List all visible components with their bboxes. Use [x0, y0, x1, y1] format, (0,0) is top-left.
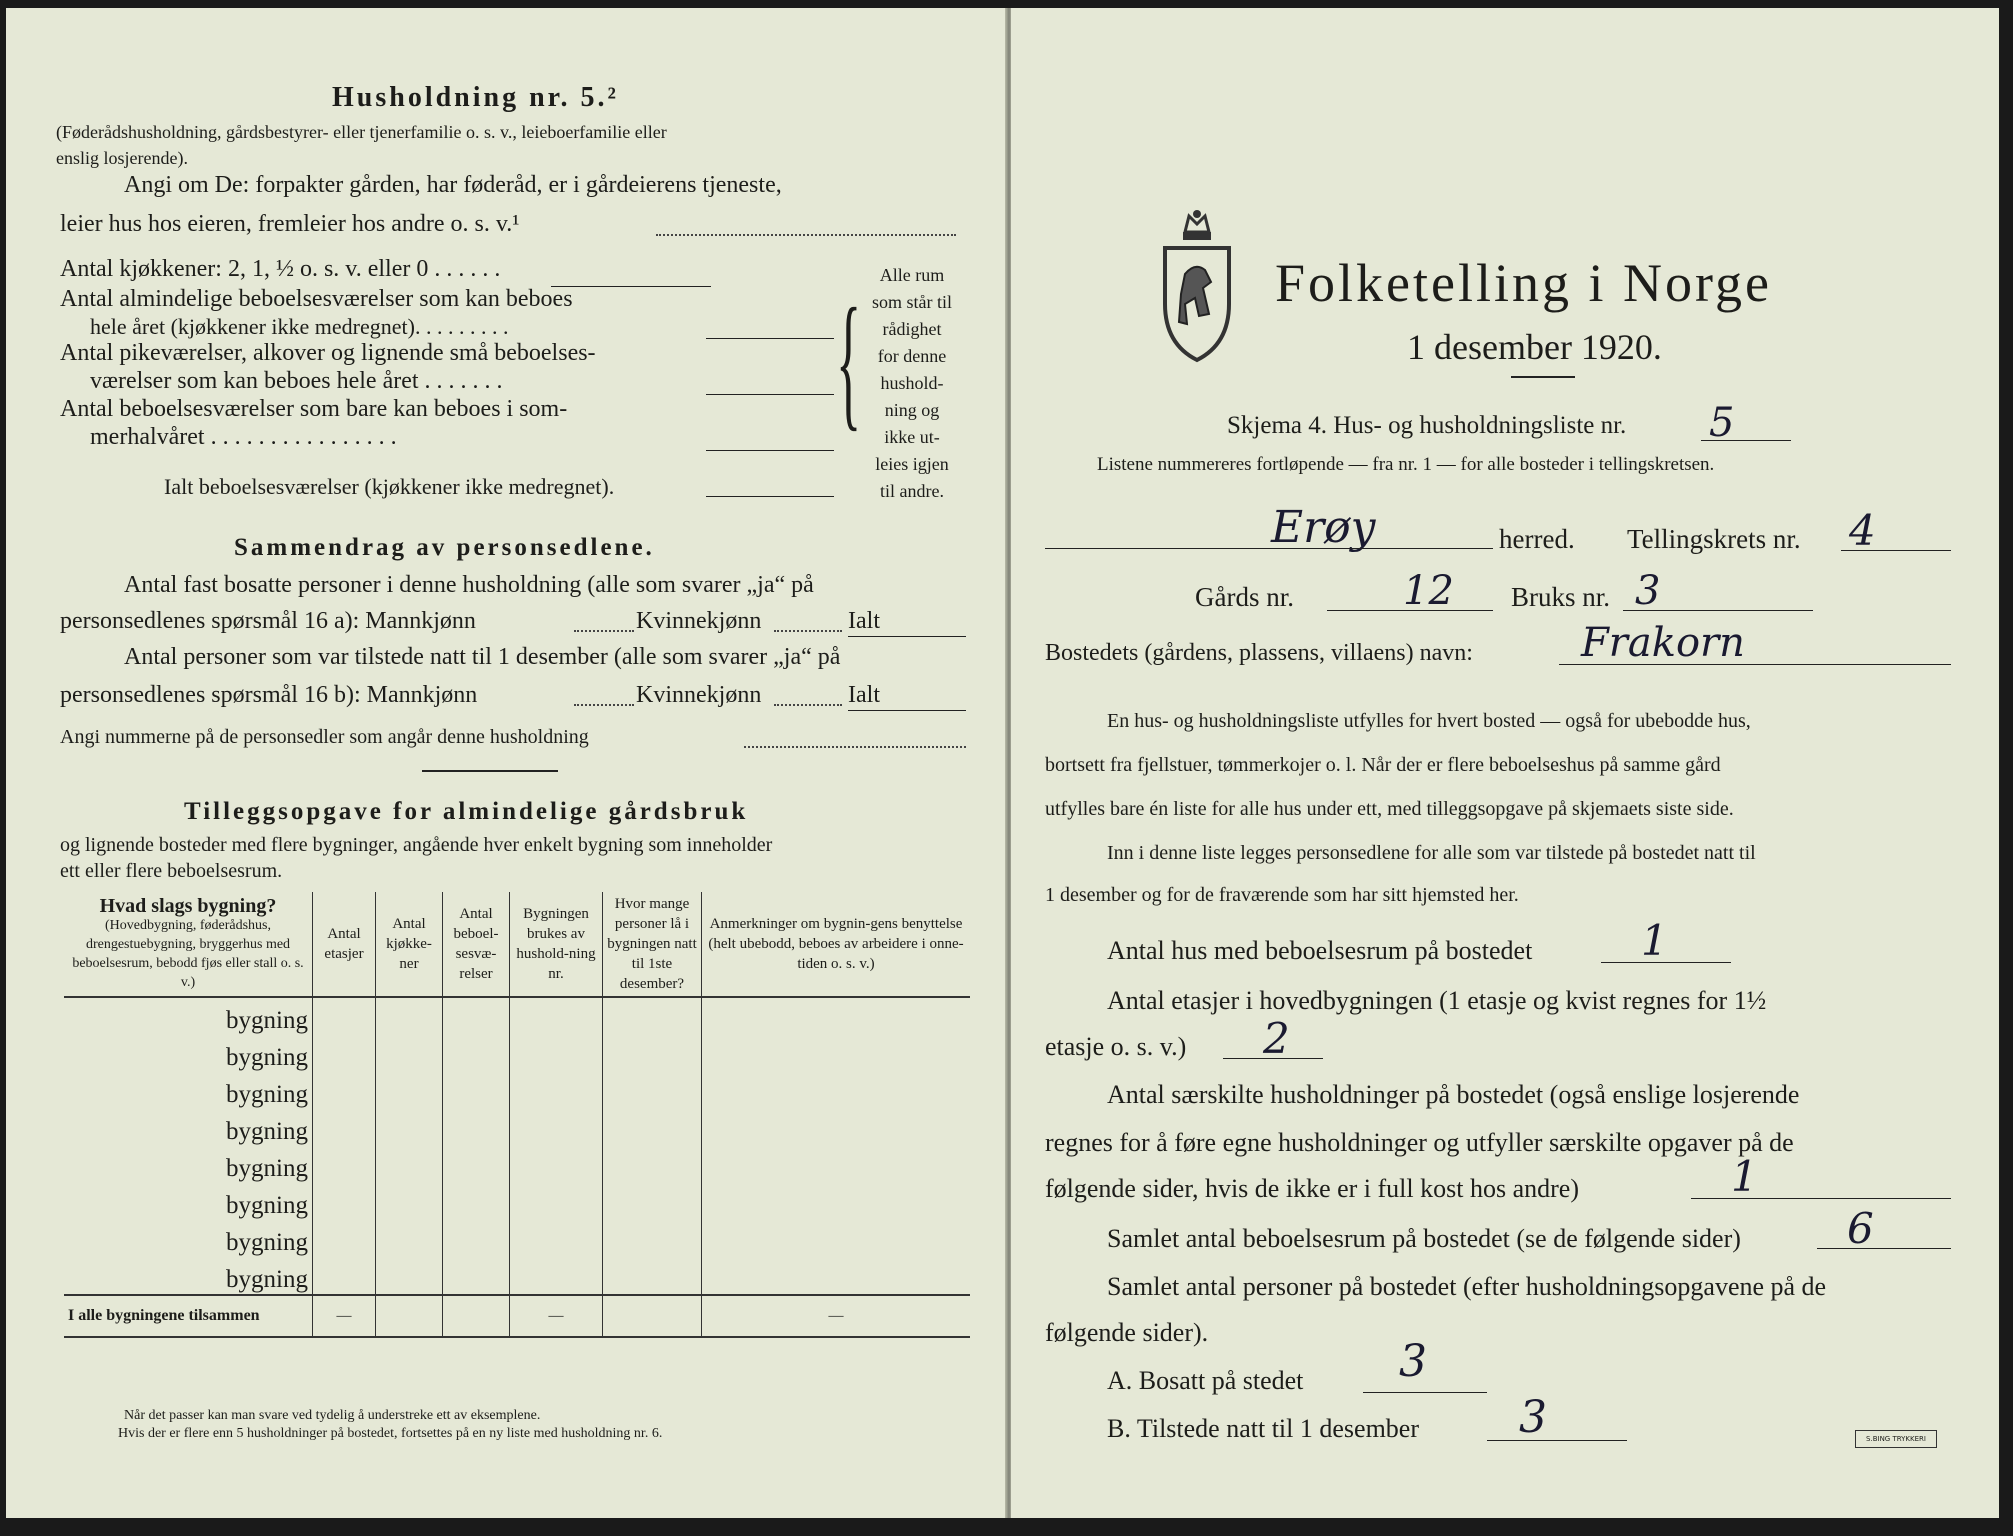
info-text: utfylles bare én liste for alle hus under ett, med tilleggsopgave på skjemaets siste side. — [1045, 798, 1734, 820]
col-header-household: Bygningen brukes av hushold-ning nr. — [510, 892, 603, 997]
skjema-label: Skjema 4. Hus- og husholdningsliste nr. — [1227, 412, 1627, 439]
skjema-line — [1701, 440, 1791, 441]
husholdninger-text: Antal særskilte husholdninger på bostedet (også enslige losjerende — [1107, 1080, 1800, 1109]
etasjer-text: etasje o. s. v.) — [1045, 1032, 1187, 1061]
info-text: En hus- og husholdningsliste utfylles for hvert bosted — også for ubebodde hus, — [1107, 710, 1751, 732]
antal-hus-line — [1601, 962, 1731, 963]
tellingskrets-value: 4 — [1849, 506, 1876, 555]
bruks-label: Bruks nr. — [1511, 582, 1611, 612]
table-row: bygning — [64, 1146, 970, 1183]
rooms-line: merhalvåret . . . . . . . . . . . . . . . . — [90, 424, 397, 450]
footnote: Når det passer kan man svare ved tydelig å understreke ett av eksemplene. — [124, 1408, 541, 1423]
summary-line: personsedlenes spørsmål 16 b): Mannkjønn — [60, 682, 478, 708]
table-row: bygning — [64, 997, 970, 1035]
gards-value: 12 — [1403, 568, 1454, 614]
rooms-answer-line — [706, 338, 834, 339]
ialt-label: Ialt — [848, 608, 880, 634]
skjema-value: 5 — [1709, 400, 1735, 446]
table-row: bygning — [64, 1035, 970, 1072]
info-text: bortsett fra fjellstuer, tømmerkojer o. l. Når der er flere beboelseshus på samme gård — [1045, 754, 1721, 776]
beboelsesrum-value: 6 — [1847, 1204, 1874, 1253]
pike-answer-line — [706, 394, 834, 395]
col-header-kjokkener: Antal kjøkke-ner — [376, 892, 443, 997]
beboelsesrum-line — [1817, 1248, 1951, 1249]
kvinne-label: Kvinnekjønn — [636, 682, 762, 708]
bruks-line — [1623, 610, 1813, 611]
col-header-remarks: Anmerkninger om bygnin-gens benyttelse (helt ubebodd, beboes av arbeidere i onne-tiden o. s. v.) — [702, 892, 971, 997]
census-title: Folketelling i Norge — [1275, 253, 1772, 313]
rooms-line: Antal pikeværelser, alkover og lignende små beboelses- — [60, 340, 596, 366]
husholdninger-text: regnes for å føre egne husholdninger og utfyller særskilte opgaver på de — [1045, 1128, 1794, 1157]
tilstede-line — [1487, 1440, 1627, 1441]
summer-answer-line — [706, 450, 834, 451]
kvinne-line — [774, 704, 842, 706]
ialt-line — [848, 710, 966, 711]
herred-label: herred. — [1499, 524, 1575, 554]
bosted-line — [1559, 664, 1951, 665]
husholdninger-line — [1691, 1198, 1951, 1199]
etasjer-line — [1223, 1058, 1323, 1059]
angi-text: leier hus hos eieren, fremleier hos andre o. s. v.¹ — [60, 211, 520, 237]
table-row: bygning — [64, 1183, 970, 1220]
rooms-line: Antal kjøkkener: 2, 1, ½ o. s. v. eller 0 . . . . . . — [60, 256, 501, 282]
kvinne-line — [774, 630, 842, 632]
bruks-value: 3 — [1635, 568, 1661, 614]
coat-of-arms-icon — [1155, 204, 1239, 364]
table-row: bygning — [64, 1220, 970, 1257]
ialt-rooms-line — [706, 496, 834, 497]
etasjer-text: Antal etasjer i hovedbygningen (1 etasje og kvist regnes for 1½ — [1107, 986, 1767, 1015]
tilstede-label: B. Tilstede natt til 1 desember — [1107, 1414, 1419, 1443]
table-row: bygning — [64, 1257, 970, 1295]
divider — [1511, 376, 1575, 378]
rooms-line: hele året (kjøkkener ikke medregnet). . . . . . . . . — [90, 314, 509, 339]
etasjer-value: 2 — [1263, 1014, 1290, 1063]
summary-line: personsedlenes spørsmål 16 a): Mannkjønn — [60, 608, 476, 634]
table-total-row: I alle bygningene tilsammen — — — — [64, 1295, 970, 1337]
tillegg-text: ett eller flere beboelsesrum. — [60, 860, 283, 882]
bosted-label: Bostedets (gårdens, plassens, villaens) navn: — [1045, 640, 1473, 666]
gards-label: Gårds nr. — [1195, 582, 1294, 612]
angi-nummer: Angi nummerne på de personsedler som angår denne husholdning — [60, 726, 589, 748]
right-page — [1011, 8, 1999, 1518]
summary-line: Antal personer som var tilstede natt til 1 desember (alle som svarer „ja“ på — [124, 644, 841, 670]
buildings-table — [64, 892, 970, 1338]
col-header-etasjer: Antal etasjer — [313, 892, 376, 997]
household-note: enslig losjerende). — [56, 148, 188, 168]
mann-line — [574, 630, 634, 632]
tillegg-text: og lignende bosteder med flere bygninger, angående hver enkelt bygning som inneholder — [60, 834, 773, 856]
tillegg-title: Tilleggsopgave for almindelige gårdsbruk — [184, 798, 749, 825]
table-row: bygning — [64, 1109, 970, 1146]
personer-text: følgende sider). — [1045, 1318, 1209, 1347]
antal-hus-value: 1 — [1641, 916, 1668, 965]
angi-text: Angi om De: forpakter gården, har føderåd, er i gårdeierens tjeneste, — [124, 172, 782, 198]
tellingskrets-line — [1841, 550, 1951, 551]
bosted-value: Frakorn — [1581, 620, 1745, 666]
col-header-type: Hvad slags bygning? — [99, 895, 277, 917]
ialt-line — [848, 636, 966, 637]
brace-symbol: { — [836, 278, 862, 444]
personer-text: Samlet antal personer på bostedet (efter husholdningsopgavene på de — [1107, 1272, 1827, 1301]
left-page — [6, 8, 1009, 1518]
summary-line: Antal fast bosatte personer i denne husholdning (alle som svarer „ja“ på — [124, 572, 814, 598]
husholdninger-value: 1 — [1731, 1152, 1758, 1201]
herred-value: Erøy — [1271, 502, 1376, 553]
mann-line — [574, 704, 634, 706]
brace-note: Alle rum som står til rådighet for denne hushold- ning og ikke ut- leies igjen til andre. — [872, 265, 952, 501]
summary-title: Sammendrag av personsedlene. — [234, 534, 655, 561]
antal-hus-label: Antal hus med beboelsesrum på bostedet — [1107, 936, 1533, 965]
col-header-persons: Hvor mange personer lå i bygningen natt til 1ste desember? — [603, 892, 702, 997]
beboelsesrum-label: Samlet antal beboelsesrum på bostedet (se de følgende sider) — [1107, 1224, 1741, 1253]
census-date: 1 desember 1920. — [1407, 327, 1662, 367]
col-header-type-note: (Hovedbygning, føderådshus, drengestuebygning, bryggerhus med beboelsesrum, bebodd fjøs eller stall o. s. v.) — [72, 918, 304, 990]
tilstede-value: 3 — [1519, 1392, 1547, 1443]
bosatt-line — [1363, 1392, 1487, 1393]
kvinne-label: Kvinnekjønn — [636, 608, 762, 634]
herred-line — [1045, 548, 1493, 549]
bosatt-value: 3 — [1399, 1336, 1427, 1387]
household-note: (Føderådshusholdning, gårdsbestyrer- eller tjenerfamilie o. s. v., leieboerfamilie eller — [56, 122, 667, 142]
col-header-rooms: Antal beboel-sesvæ-relser — [443, 892, 510, 997]
rooms-line: Antal almindelige beboelsesværelser som kan beboes — [60, 286, 573, 312]
household-title: Husholdning nr. 5.² — [332, 82, 619, 113]
rooms-line: Antal beboelsesværelser som bare kan beboes i som- — [60, 396, 568, 422]
bosatt-label: A. Bosatt på stedet — [1107, 1366, 1304, 1395]
gards-line — [1327, 610, 1493, 611]
printer-stamp: S.BING TRYKKERI — [1855, 1430, 1937, 1448]
tellingskrets-label: Tellingskrets nr. — [1627, 524, 1801, 554]
kitchens-answer-line — [551, 286, 711, 287]
rooms-line: værelser som kan beboes hele året . . . . . . . — [90, 368, 503, 394]
ialt-label: Ialt — [848, 682, 880, 708]
husholdninger-text: følgende sider, hvis de ikke er i full kost hos andre) — [1045, 1174, 1579, 1203]
angi-fill-line — [656, 234, 956, 236]
table-row: bygning — [64, 1072, 970, 1109]
nummer-line — [744, 746, 966, 748]
divider — [422, 770, 558, 772]
footnote: Hvis der er flere enn 5 husholdninger på bostedet, fortsettes på en ny liste med husholdning nr. 6. — [118, 1426, 663, 1441]
listene-note: Listene nummereres fortløpende — fra nr. 1 — for alle bosteder i tellingskretsen. — [1097, 454, 1715, 475]
info-text: Inn i denne liste legges personsedlene for alle som var tilstede på bostedet natt til — [1107, 842, 1756, 864]
info-text: 1 desember og for de fraværende som har sitt hjemsted her. — [1045, 884, 1519, 906]
ialt-rooms-label: Ialt beboelsesværelser (kjøkkener ikke medregnet). — [164, 474, 615, 499]
